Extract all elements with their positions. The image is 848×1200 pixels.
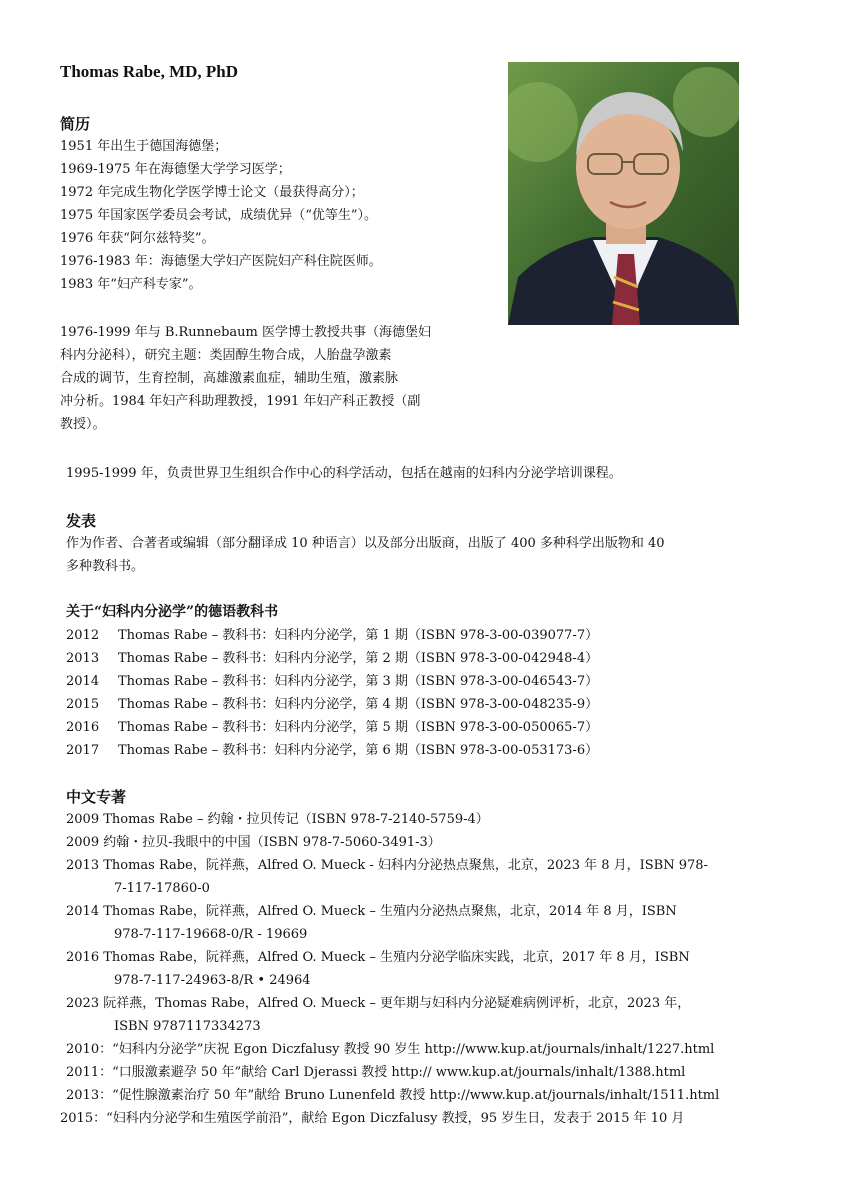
list-item: 2009 约翰・拉贝-我眼中的中国（ISBN 978-7-5060-3491-3）	[66, 835, 441, 850]
list-item-continued: ISBN 9787117334273	[114, 1019, 261, 1034]
list-item: 2009 Thomas Rabe – 约翰・拉贝传记（ISBN 978-7-2140-5759-4）	[66, 812, 489, 827]
cv-line: 1969-1975 年在海德堡大学学习医学；	[60, 162, 291, 177]
list-item: 2011：“口服激素避孕 50 年”献给 Carl Djerassi 教授 http:// www.kup.at/journals/inhalt/1388.html	[66, 1065, 686, 1080]
book-year: 2014	[66, 674, 100, 689]
list-item: 2023 阮祥燕，Thomas Rabe，Alfred O. Mueck – 更年期与妇科内分泌疑难病例评析，北京，2023 年，	[66, 996, 691, 1011]
book-title: Thomas Rabe – 教科书：妇科内分泌学，第 6 期（ISBN 978-3-00-053173-6）	[118, 743, 599, 758]
cv-para-line: 1976-1999 年与 B.Runnebaum 医学博士教授共事（海德堡妇	[60, 325, 432, 340]
list-item: 2013 Thomas Rabe，阮祥燕，Alfred O. Mueck - 妇科内分泌热点聚焦，北京，2023 年 8 月，ISBN 978-	[66, 858, 708, 873]
book-title: Thomas Rabe – 教科书：妇科内分泌学，第 4 期（ISBN 978-3-00-048235-9）	[118, 697, 599, 712]
cv-line: 1976 年获“阿尔兹特奖”。	[60, 231, 215, 246]
book-title: Thomas Rabe – 教科书：妇科内分泌学，第 3 期（ISBN 978-3-00-046543-7）	[118, 674, 599, 689]
german-books-list	[66, 624, 598, 762]
list-item: 2013：“促性腺激素治疗 50 年”献给 Bruno Lunenfeld 教授 http://www.kup.at/journals/inhalt/1511.html	[66, 1088, 720, 1103]
list-item: 2014 Thomas Rabe，阮祥燕，Alfred O. Mueck – 生殖内分泌热点聚焦，北京，2014 年 8 月，ISBN	[66, 904, 677, 919]
publications-line: 作为作者、合著者或编辑（部分翻译成 10 种语言）以及部分出版商，出版了 400 多种科学出版物和 40	[66, 536, 665, 551]
cv-list	[60, 135, 382, 296]
book-title: Thomas Rabe – 教科书：妇科内分泌学，第 5 期（ISBN 978-3-00-050065-7）	[118, 720, 599, 735]
book-year: 2017	[66, 743, 100, 758]
list-item	[66, 716, 598, 739]
publications-heading: 发表	[66, 512, 97, 530]
publications-line: 多种教科书。	[66, 559, 145, 574]
cv-paragraph-who: 1995-1999 年，负责世界卫生组织合作中心的科学活动，包括在越南的妇科内分泌学培训课程。	[66, 466, 622, 481]
person-name: Thomas Rabe, MD, PhD	[60, 62, 239, 81]
book-title: Thomas Rabe – 教科书：妇科内分泌学，第 1 期（ISBN 978-3-00-039077-7）	[118, 628, 599, 643]
chinese-books-heading: 中文专著	[66, 788, 127, 806]
cv-line: 1975 年国家医学委员会考试，成绩优异（“优等生”）。	[60, 208, 378, 223]
cv-line: 1972 年完成生物化学医学博士论文（最获得高分）；	[60, 185, 364, 200]
list-item-continued: 7-117-17860-0	[114, 881, 210, 896]
book-title: Thomas Rabe – 教科书：妇科内分泌学，第 2 期（ISBN 978-3-00-042948-4）	[118, 651, 599, 666]
book-year: 2015	[66, 697, 100, 712]
list-item: 2010：“妇科内分泌学”庆祝 Egon Diczfalusy 教授 90 岁生 http://www.kup.at/journals/inhalt/1227.html	[66, 1042, 715, 1057]
cv-paragraph-research	[60, 321, 431, 436]
german-books-heading: 关于“妇科内分泌学”的德语教科书	[66, 604, 279, 620]
book-year: 2016	[66, 720, 100, 735]
cv-para-line: 冲分析。1984 年妇产科助理教授，1991 年妇产科正教授（副	[60, 394, 421, 409]
cv-heading: 简历	[60, 115, 91, 133]
portrait-photo	[508, 62, 739, 325]
cv-line: 1951 年出生于德国海德堡；	[60, 139, 228, 154]
book-year: 2012	[66, 628, 100, 643]
list-item	[66, 693, 598, 716]
list-item	[66, 647, 598, 670]
cv-para-line: 合成的调节，生育控制，高雄激素血症，辅助生殖，激素脉	[60, 371, 399, 386]
cv-line: 1976-1983 年：海德堡大学妇产医院妇产科住院医师。	[60, 254, 382, 269]
cv-para-line: 教授）。	[60, 417, 106, 432]
list-item	[66, 624, 598, 647]
book-year: 2013	[66, 651, 100, 666]
list-item-continued: 978-7-117-19668-0/R - 19669	[114, 927, 308, 942]
list-item: 2016 Thomas Rabe，阮祥燕，Alfred O. Mueck – 生殖内分泌学临床实践，北京，2017 年 8 月，ISBN	[66, 950, 690, 965]
cv-para-line: 科内分泌科），研究主题：类固醇生物合成，人胎盘孕激素	[60, 348, 392, 363]
cv-line: 1983 年“妇产科专家”。	[60, 277, 202, 292]
list-item: 2015：“妇科内分泌学和生殖医学前沿”，献给 Egon Diczfalusy 教授，95 岁生日，发表于 2015 年 10 月	[60, 1111, 685, 1126]
list-item	[66, 670, 598, 693]
publications-text	[66, 532, 665, 578]
list-item	[66, 739, 598, 762]
list-item-continued: 978-7-117-24963-8/R • 24964	[114, 973, 311, 988]
